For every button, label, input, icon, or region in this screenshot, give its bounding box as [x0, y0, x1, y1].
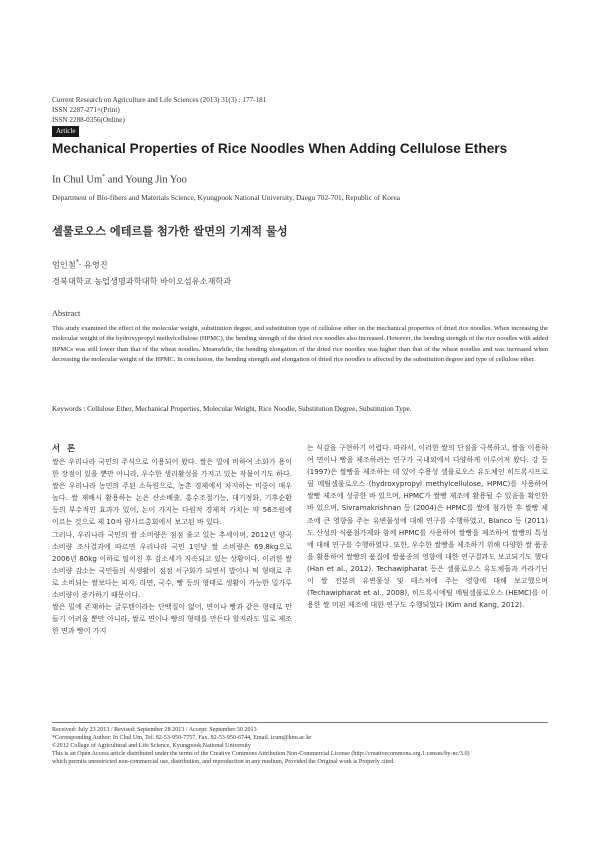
korean-authors: [52, 259, 108, 271]
article-type-tag: Article: [52, 126, 79, 137]
korean-author-1: 엄인철: [52, 259, 76, 270]
korean-affiliation: 경북대학교 농업생명과학대학 바이오섬유소재학과: [52, 276, 232, 286]
paper-title: Mechanical Properties of Rice Noodles When Adding Cellulose Ethers: [52, 141, 508, 156]
footer-divider: [52, 722, 548, 723]
corresponding-author: *Corresponding Author: In Chul Um, Tel. 82-53-950-7757, Fax. 82-53-950-6744, Email. icum@knu.ac.kr: [52, 735, 312, 741]
journal-citation: Current Research on Agriculture and Life Sciences (2013) 31(3) : 177-181: [52, 96, 267, 104]
body-paragraph: 는 식감을 구현하기 어렵다. 따라서, 이러한 쌀의 단점을 극복하고, 쌀을 이용하여 면이나 빵을 제조하려는 연구가 국내외에서 다양하게 이루어져 왔다. 강 등 (1997)은 쌀빵을 제조하는 데 있어 수용성 셀룰로오스 유도체인 히드록시프로필 메틸셀룰로오스 (hydroxypropyl methylcellulose, HPMC)를 사용하여 쌀빵 제조에 성공한 바 있으며, HPMC가 쌀빵 제조에 활용될 수 있음을 확인한 바 있으며, Sivramakrishnan 등 (2004)은 HPMC를 쌀에 첨가한 후 쌀빵 제조에 큰 영향을 주는 유변물성에 대해 연구를 수행하였고, Blanco 등 (2011)도 산성의 식품첨가제와 함께 HPMC를 사용하여 쌀빵을 제조하여 쌀빵의 특성에 대해 연구를 수행하였다. 또한, 우수한 쌀빵을 제조하기 위해 다양한 쌀 품종을 활용하여 쌀빵의 품질에 쌀품종의 영향에 대한 연구결과도 보고되기도 했다 (Han et al., 2012). Techawipharat 등은 셀룰로오스 유도체들과 카라기닌이 쌀 전분의 유변물성 및 테스처에 주는 영향에 대해 보고했으며 (Techawipharat et al., 2008), 히드록시에틸 메틸셀룰로오스 (HEMC)를 이용한 쌀 머핀 제조에 대한 연구도 수행되었다 (Kim and Kang, 2012).: [307, 443, 548, 610]
abstract-heading: Abstract: [52, 309, 81, 318]
body-left-column: [52, 442, 292, 637]
korean-author-rest: · 유영진: [78, 259, 108, 270]
body-right-column: [307, 442, 548, 611]
keywords: Keywords : Cellulose Ether, Mechanical Properties, Molecular Weight, Rice Noodle, Substitution Degree, Substitution Type.: [52, 405, 412, 413]
section-heading-introduction: 서 론: [52, 443, 78, 453]
received-dates: Received: July 23 2013 / Revised: September 28 2013 / Accept: September 30 2013: [52, 727, 257, 733]
korean-title: 셀룰로오스 에테르를 첨가한 쌀면의 기계적 물성: [52, 225, 288, 238]
authors: [52, 174, 187, 186]
body-paragraph: 쌀은 밀에 존재하는 글루텐이라는 단백질이 없어, 면이나 빵과 같은 형태로 만들기 어려울 뿐만 아니라, 쌀로 면이나 빵의 형태를 만든다 할지라도 밀로 제조한 면과 빵이 가지: [52, 602, 292, 636]
author-rest: and Young Jin Yoo: [105, 174, 187, 186]
body-paragraph: 그러나, 우리나라 국민의 쌀 소비량은 점점 줄고 있는 추세이며, 2012년 양곡소비량 조사결과에 따르면 우리나라 국민 1인당 쌀 소비량은 69.8kg으로 2006년 80kg 이하로 떨어진 후 감소세가 지속되고 있는 상황이다. 이러한 쌀 소비량 감소는 국민들의 식생활이 점점 서구화가 되면서 밥이나 떡 형태로 주로 소비되는 쌀보다는 피자, 라면, 국수, 빵 등의 형태로 생활이 가능한 밀가루 소비량이 증가하기 때문이다.: [52, 529, 292, 600]
corresponding-mark: *: [102, 174, 106, 180]
affiliation: Department of Bio-fibers and Materials Science, Kyungpook National University, Daegu 702-701, Republic of Korea: [52, 193, 401, 202]
issn-print: ISSN 2287-271×(Print): [52, 106, 120, 114]
footer-notes: [52, 726, 548, 766]
author-1: In Chul Um: [52, 174, 103, 186]
issn-online: ISSN 2288-0356(Online): [52, 116, 125, 124]
body-paragraph: 쌀은 우리나라 국민의 주식으로 이용되어 왔다. 쌀은 밀에 비하여 소화가 용이한 장점이 있을 뿐만 아니라, 우수한 생리활성을 가지고 있는 작물이기도 하다. 쌀은 우리나라 농민의 주된 소득원으로, 농촌 경제에서 차지하는 비중이 매우 높다. 쌀 재배시 활용하는 논은 산소배출, 홍수조절기능, 대기정화, 기후순환 등의 부수적인 효과가 있어, 논이 가지는 다원적 경제적 가치는 약 56조원에 이르는 것으로 제 10차 람사르총회에서 보고된 바 있다.: [52, 457, 292, 527]
copyright: ©2012 College of Agricultural and Life Science, Kyungpook National University: [52, 743, 251, 749]
abstract-text: This study examined the effect of the molecular weight, substitution degree, and substitution type of cellulose ether on the mechanical properties of dried rice noodles. When increasing the molecular weight of the hydroxypropyl methylcellulose (HPMC), the bending strength of the dried rice noodles also increased. However, the bending strength of the rice noodles with added HPMCs was still lower than that of the wheat noodles. Meanwhile, the bending elongation of the dried rice noodles was higher than that of the wheat noodles and was increased when decreasing the molecular weight of the HPMC. In conclusion, the bending strength and elongation of dried rice noodles is affected by the substitution degree and type of cellulose ether.: [52, 325, 548, 364]
korean-corresponding-mark: *: [75, 259, 79, 266]
license-line-2: which permits unrestricted non-commercial use, distribution, and reproduction in any medium, Provided the Original work is Properly cited.: [52, 759, 395, 765]
license-line-1: This is an Open Access article distributed under the terms of the Creative Commons Attribution Non-Commercial License (http://creativecommons.org.1:censes/by-nc/3.0): [52, 751, 470, 757]
